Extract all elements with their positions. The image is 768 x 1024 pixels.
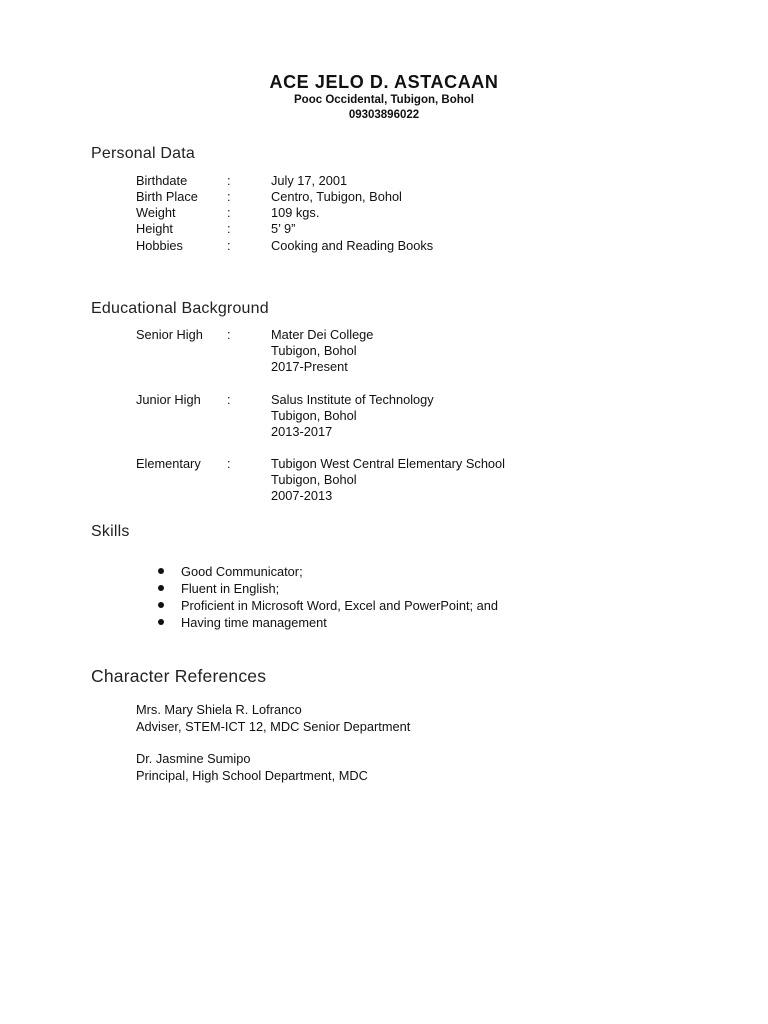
separator: : <box>227 456 231 471</box>
separator: : <box>227 327 231 342</box>
separator: : <box>227 238 231 253</box>
separator: : <box>227 173 231 188</box>
personal-value: Cooking and Reading Books <box>271 238 434 253</box>
reference-position: Principal, High School Department, MDC <box>136 767 368 783</box>
education-level: Elementary <box>136 456 201 471</box>
applicant-name: ACE JELO D. ASTACAAN <box>269 72 499 92</box>
school-place: Tubigon, Bohol <box>271 472 357 488</box>
personal-label: Weight <box>136 205 176 220</box>
school-name: Mater Dei College <box>271 327 374 342</box>
personal-label: Hobbies <box>136 238 183 253</box>
reference-name: Dr. Jasmine Sumipo <box>136 751 251 766</box>
applicant-address: Pooc Occidental, Tubigon, Bohol <box>294 94 474 106</box>
section-title-references: Character References <box>91 666 267 686</box>
applicant-phone: 09303896022 <box>348 109 420 121</box>
school-place: Tubigon, Bohol <box>271 343 357 359</box>
reference-position: Adviser, STEM-ICT 12, MDC Senior Department <box>136 718 411 734</box>
bullet-icon <box>158 619 164 625</box>
reference-entry <box>136 751 368 784</box>
school-years: 2007-2013 <box>271 488 333 504</box>
school-years: 2013-2017 <box>271 424 333 440</box>
reference-entry <box>136 702 410 735</box>
school-name: Tubigon West Central Elementary School <box>271 456 506 471</box>
personal-value: July 17, 2001 <box>271 173 348 188</box>
section-title-personal: Personal Data <box>91 145 195 162</box>
school-place: Tubigon, Bohol <box>271 408 357 424</box>
school-years: 2017-Present <box>271 359 348 375</box>
personal-value: Centro, Tubigon, Bohol <box>271 189 402 204</box>
school-name: Salus Institute of Technology <box>271 392 434 407</box>
personal-value: 109 kgs. <box>271 205 320 220</box>
education-level: Senior High <box>136 327 203 342</box>
education-level: Junior High <box>136 392 201 407</box>
section-title-skills: Skills <box>91 523 130 540</box>
separator: : <box>227 189 231 204</box>
separator: : <box>227 205 231 220</box>
bullet-icon <box>158 585 164 591</box>
separator: : <box>227 392 231 407</box>
skill-text: Proficient in Microsoft Word, Excel and PowerPoint; and <box>181 598 498 613</box>
section-title-education: Educational Background <box>91 300 269 317</box>
skill-text: Having time management <box>181 615 327 630</box>
personal-label: Height <box>136 221 173 236</box>
reference-name: Mrs. Mary Shiela R. Lofranco <box>136 702 302 717</box>
skill-text: Fluent in English; <box>181 581 280 596</box>
personal-value: 5’ 9” <box>271 221 296 236</box>
bullet-icon <box>158 568 164 574</box>
skill-text: Good Communicator; <box>181 564 303 579</box>
bullet-icon <box>158 602 164 608</box>
separator: : <box>227 221 231 236</box>
personal-label: Birth Place <box>136 189 198 204</box>
personal-label: Birthdate <box>136 173 188 188</box>
